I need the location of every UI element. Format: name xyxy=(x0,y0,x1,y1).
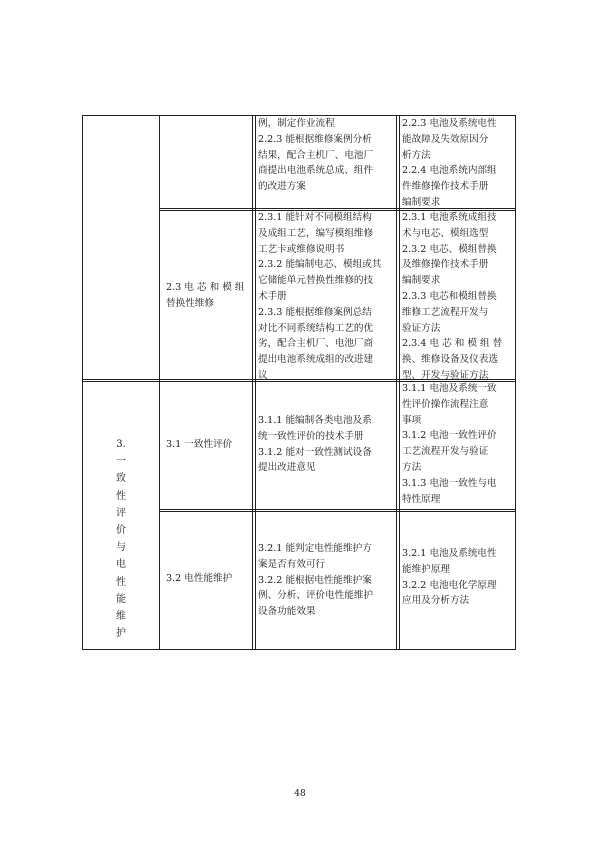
row2-subsection: 2.3 电 芯 和 模 组 替换性维修 xyxy=(166,282,245,309)
row-divider-3 xyxy=(159,509,516,510)
table-border-left xyxy=(82,115,83,650)
table-border-right xyxy=(515,115,516,650)
col-divider-2 xyxy=(252,115,253,650)
row2-knowledge: 2.3.1 电池系统成组技 术与电芯、模组选型 2.3.2 电芯、模组替换 及维修操作技术手册 编制要求 2.3.3 电芯和模组替换 维修工艺流程开发与 验证方法 2.3.4 电 芯 和 模 组 替 换、维修设备及仪表选 型、开发与验证方法 xyxy=(402,212,503,381)
col-divider-3 xyxy=(396,115,397,650)
row4-knowledge: 3.2.1 电池及系统电性 能维护原理 3.2.2 电池电化学原理 应用及分析方法 xyxy=(402,548,497,607)
col-divider-2b xyxy=(255,115,256,650)
col-divider-1 xyxy=(159,115,160,650)
row1-knowledge: 2.2.3 电池及系统电性 能故障及失效原因分 析方法 2.2.4 电池系统内部组 件维修操作技术手册 编制要求 xyxy=(402,118,497,208)
page-number: 48 xyxy=(294,789,306,799)
row4-subsection: 3.2 电性能维护 xyxy=(166,573,233,584)
row2-skills: 2.3.1 能针对不同模组结构 及成组工艺，编写模组维修 工艺卡或维修说明书 2.3.2 能编制电芯、模组或其 它储能单元替换性维修的技 术手册 2.3.3 能根据维修案例总结 对比不同系统结构工艺的优 劣，配合主机厂、电池厂商 提出电池系统成组的改进建 议 xyxy=(258,212,382,381)
row3-subsection: 3.1 一致性评价 xyxy=(166,439,233,450)
row3-knowledge: 3.1.1 电池及系统一致 性评价操作流程注意 事项 3.1.2 电池一致性评价 工艺流程开发与验证 方法 3.1.3 电池一致性与电 特性原理 xyxy=(402,383,497,505)
col-divider-3b xyxy=(399,115,400,650)
section-3-label: 3. 一 致 性 评 价 与 电 性 能 维 护 xyxy=(116,439,126,640)
row1-skills: 例，制定作业流程 2.2.3 能根据维修案例分析 结果，配合主机厂、电池厂 商提出电池系统总成、组件 的改进方案 xyxy=(258,118,374,193)
row3-skills: 3.1.1 能编制各类电池及系 统一致性评价的技术手册 3.1.2 能对一致性测试设备 提出改进意见 xyxy=(258,415,372,474)
table-border-bottom xyxy=(82,649,516,650)
row4-skills: 3.2.1 能判定电性能维护方 案是否有效可行 3.2.2 能根据电性能维护案 例、分析、评价电性能维护 设备功能效果 xyxy=(258,543,374,618)
row-divider-3b xyxy=(159,511,516,512)
